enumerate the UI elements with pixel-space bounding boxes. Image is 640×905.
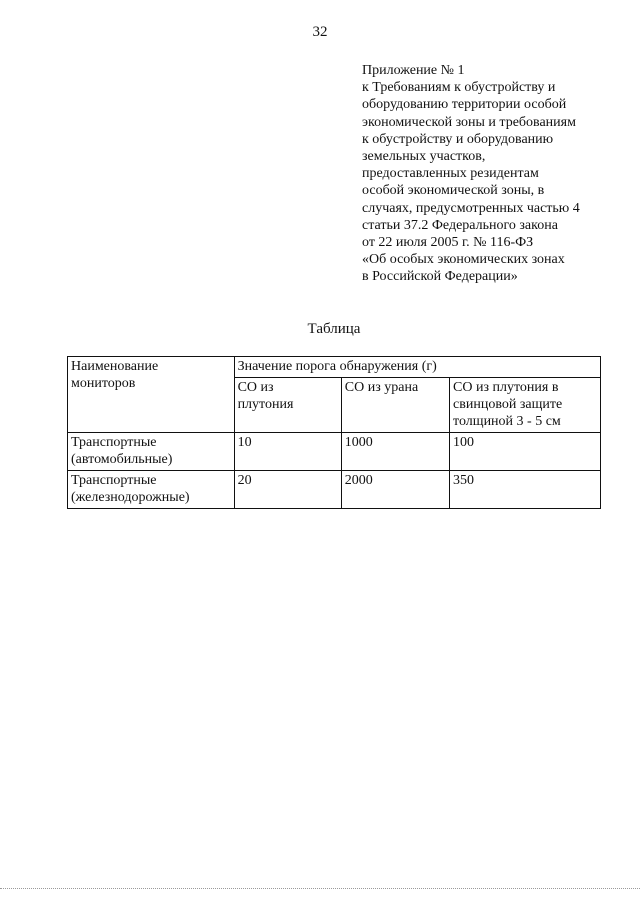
cell-line: Транспортные [71, 435, 157, 450]
page-number: 32 [312, 24, 328, 40]
cell-plutonium-value: 10 [234, 433, 341, 471]
annex-line: от 22 июля 2005 г. № 116-ФЗ [362, 235, 534, 251]
cell-plutonium-value: 20 [234, 471, 341, 509]
header-monitor-name [68, 357, 235, 433]
header-line: мониторов [71, 376, 136, 391]
annex-line: случаях, предусмотренных частью 4 [362, 200, 580, 216]
header-line: Наименование [71, 359, 159, 374]
subheader-plutonium [234, 378, 341, 433]
row-monitor-name [68, 433, 235, 471]
cell-line: (автомобильные) [71, 452, 173, 467]
cell-uranium-value: 2000 [341, 471, 449, 509]
cell-shielded-plutonium-value: 350 [450, 471, 601, 509]
subheader-line: СО из урана [344, 380, 419, 395]
annex-line: экономической зоны и требованиям [362, 114, 576, 130]
annex-line: к обустройству и оборудованию [362, 131, 554, 147]
header-threshold-group [234, 357, 600, 378]
annex-line: к Требованиям к обустройству и [362, 80, 556, 96]
annex-line: в Российской Федерации» [362, 269, 518, 285]
subheader-line: плутония [237, 397, 294, 412]
cell-shielded-plutonium-value: 100 [450, 433, 601, 471]
annex-heading [362, 62, 624, 286]
row-monitor-name [68, 471, 235, 509]
table-row [68, 433, 601, 471]
subheader-line: толщиной 3 - 5 см [453, 414, 561, 429]
subheader-uranium [341, 378, 449, 433]
subheader-line: СО из [237, 380, 274, 395]
table-row [68, 471, 601, 509]
subheader-line: СО из плутония в [453, 380, 559, 395]
annex-line: особой экономической зоны, в [362, 183, 545, 199]
scan-edge-line [0, 888, 640, 889]
cell-uranium-value: 1000 [341, 433, 449, 471]
subheader-line: свинцовой защите [453, 397, 563, 412]
cell-line: (железнодорожные) [71, 490, 190, 505]
table-title: Таблица [307, 321, 361, 337]
detection-threshold-table [67, 356, 601, 509]
annex-line: Приложение № 1 [362, 63, 465, 78]
table-header-row [68, 357, 601, 378]
annex-line: статьи 37.2 Федерального закона [362, 217, 558, 233]
cell-line: Транспортные [71, 473, 157, 488]
subheader-shielded-plutonium [450, 378, 601, 433]
annex-line: оборудованию территории особой [362, 97, 567, 113]
header-line: Значение порога обнаружения (г) [237, 359, 437, 374]
annex-line: предоставленных резидентам [362, 166, 539, 182]
annex-line: «Об особых экономических зонах [362, 252, 565, 268]
annex-line: земельных участков, [362, 149, 486, 165]
